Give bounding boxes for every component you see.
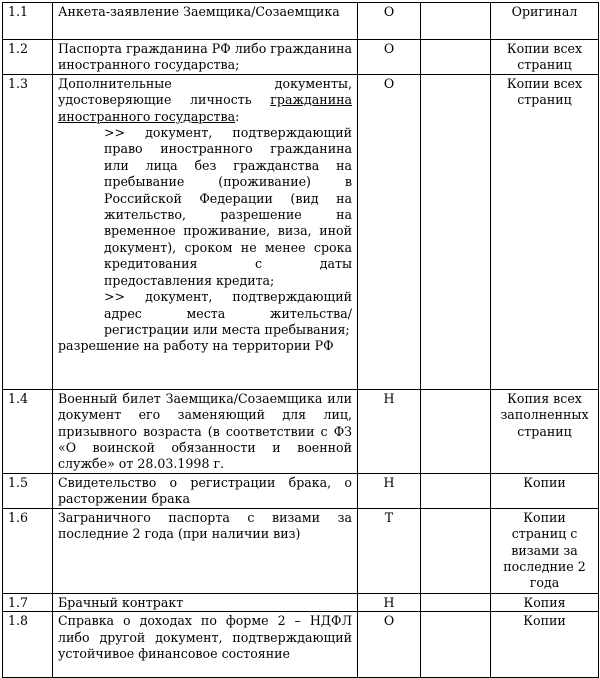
requirement-code: Н bbox=[358, 473, 421, 508]
row-number: 1.3 bbox=[3, 74, 53, 389]
empty-cell bbox=[421, 612, 491, 678]
table-row bbox=[3, 40, 599, 75]
empty-cell bbox=[421, 473, 491, 508]
empty-cell bbox=[421, 3, 491, 40]
requirement-code: О bbox=[358, 74, 421, 389]
requirement-code: Н bbox=[358, 593, 421, 611]
empty-cell bbox=[421, 593, 491, 611]
row-number: 1.8 bbox=[3, 612, 53, 678]
document-name-intro: Дополнительные документы, удостоверяющие личность bbox=[58, 75, 352, 108]
row-number: 1.2 bbox=[3, 40, 53, 75]
document-name: Свидетельство о регистрации брака, о расторжении брака bbox=[53, 473, 358, 508]
requirement-code: О bbox=[358, 3, 421, 40]
document-name bbox=[53, 74, 358, 389]
document-name: Заграничного паспорта с визами за последние 2 года (при наличии виз) bbox=[53, 508, 358, 593]
document-name: Анкета-заявление Заемщика/Созаемщика bbox=[53, 3, 358, 40]
document-subitem: >> документ, подтверждающий право иностранного гражданина или лица без гражданства на пребывание (проживание) в Российской Федерации (вид на жительство, разрешение на временное проживание, виза, иной документ), сроком не менее срока кредитования с даты предоставления кредита; bbox=[104, 125, 352, 288]
row-number: 1.4 bbox=[3, 389, 53, 473]
document-name-colon: : bbox=[235, 108, 240, 124]
table-row bbox=[3, 593, 599, 611]
row-number: 1.7 bbox=[3, 593, 53, 611]
table-row bbox=[3, 473, 599, 508]
document-name: Брачный контракт bbox=[53, 593, 358, 611]
document-form: Копии страниц с визами за последние 2 года bbox=[491, 508, 599, 593]
table-row bbox=[3, 74, 599, 389]
requirement-code: Н bbox=[358, 389, 421, 473]
empty-cell bbox=[421, 389, 491, 473]
table-row bbox=[3, 3, 599, 40]
requirement-code: О bbox=[358, 612, 421, 678]
table-row bbox=[3, 612, 599, 678]
empty-cell bbox=[421, 74, 491, 389]
document-form: Копия bbox=[491, 593, 599, 611]
row-number: 1.1 bbox=[3, 3, 53, 40]
document-name-main bbox=[58, 76, 352, 125]
document-name: Паспорта гражданина РФ либо гражданина иностранного государства; bbox=[53, 40, 358, 75]
document-form: Копия всех заполненных страниц bbox=[491, 389, 599, 473]
empty-cell bbox=[421, 508, 491, 593]
table-row bbox=[3, 508, 599, 593]
document-subitem: >> документ, подтверждающий адрес места жительства/регистрации или места пребывания; bbox=[104, 289, 352, 337]
document-form: Копии всех страниц bbox=[491, 40, 599, 75]
requirement-code: Т bbox=[358, 508, 421, 593]
table-row bbox=[3, 389, 599, 473]
row-number: 1.5 bbox=[3, 473, 53, 508]
empty-cell bbox=[421, 40, 491, 75]
document-form: Копии bbox=[491, 612, 599, 678]
row-number: 1.6 bbox=[3, 508, 53, 593]
document-form: Копии всех страниц bbox=[491, 74, 599, 389]
requirement-code: О bbox=[358, 40, 421, 75]
document-name-underlined: гражданина иностранного государства bbox=[58, 92, 352, 124]
document-name: Справка о доходах по форме 2 – НДФЛ либо другой документ, подтверждающий устойчивое финансовое состояние bbox=[53, 612, 358, 678]
document-form: Оригинал bbox=[491, 3, 599, 40]
document-name: Военный билет Заемщика/Созаемщика или документ его заменяющий для лиц, призывного возраста (в соответствии с ФЗ «О воинской обязанности и военной службе» от 28.03.1998 г. bbox=[53, 389, 358, 473]
document-name-tail: разрешение на работу на территории РФ bbox=[58, 338, 334, 354]
document-form: Копии bbox=[491, 473, 599, 508]
documents-table bbox=[2, 2, 599, 678]
